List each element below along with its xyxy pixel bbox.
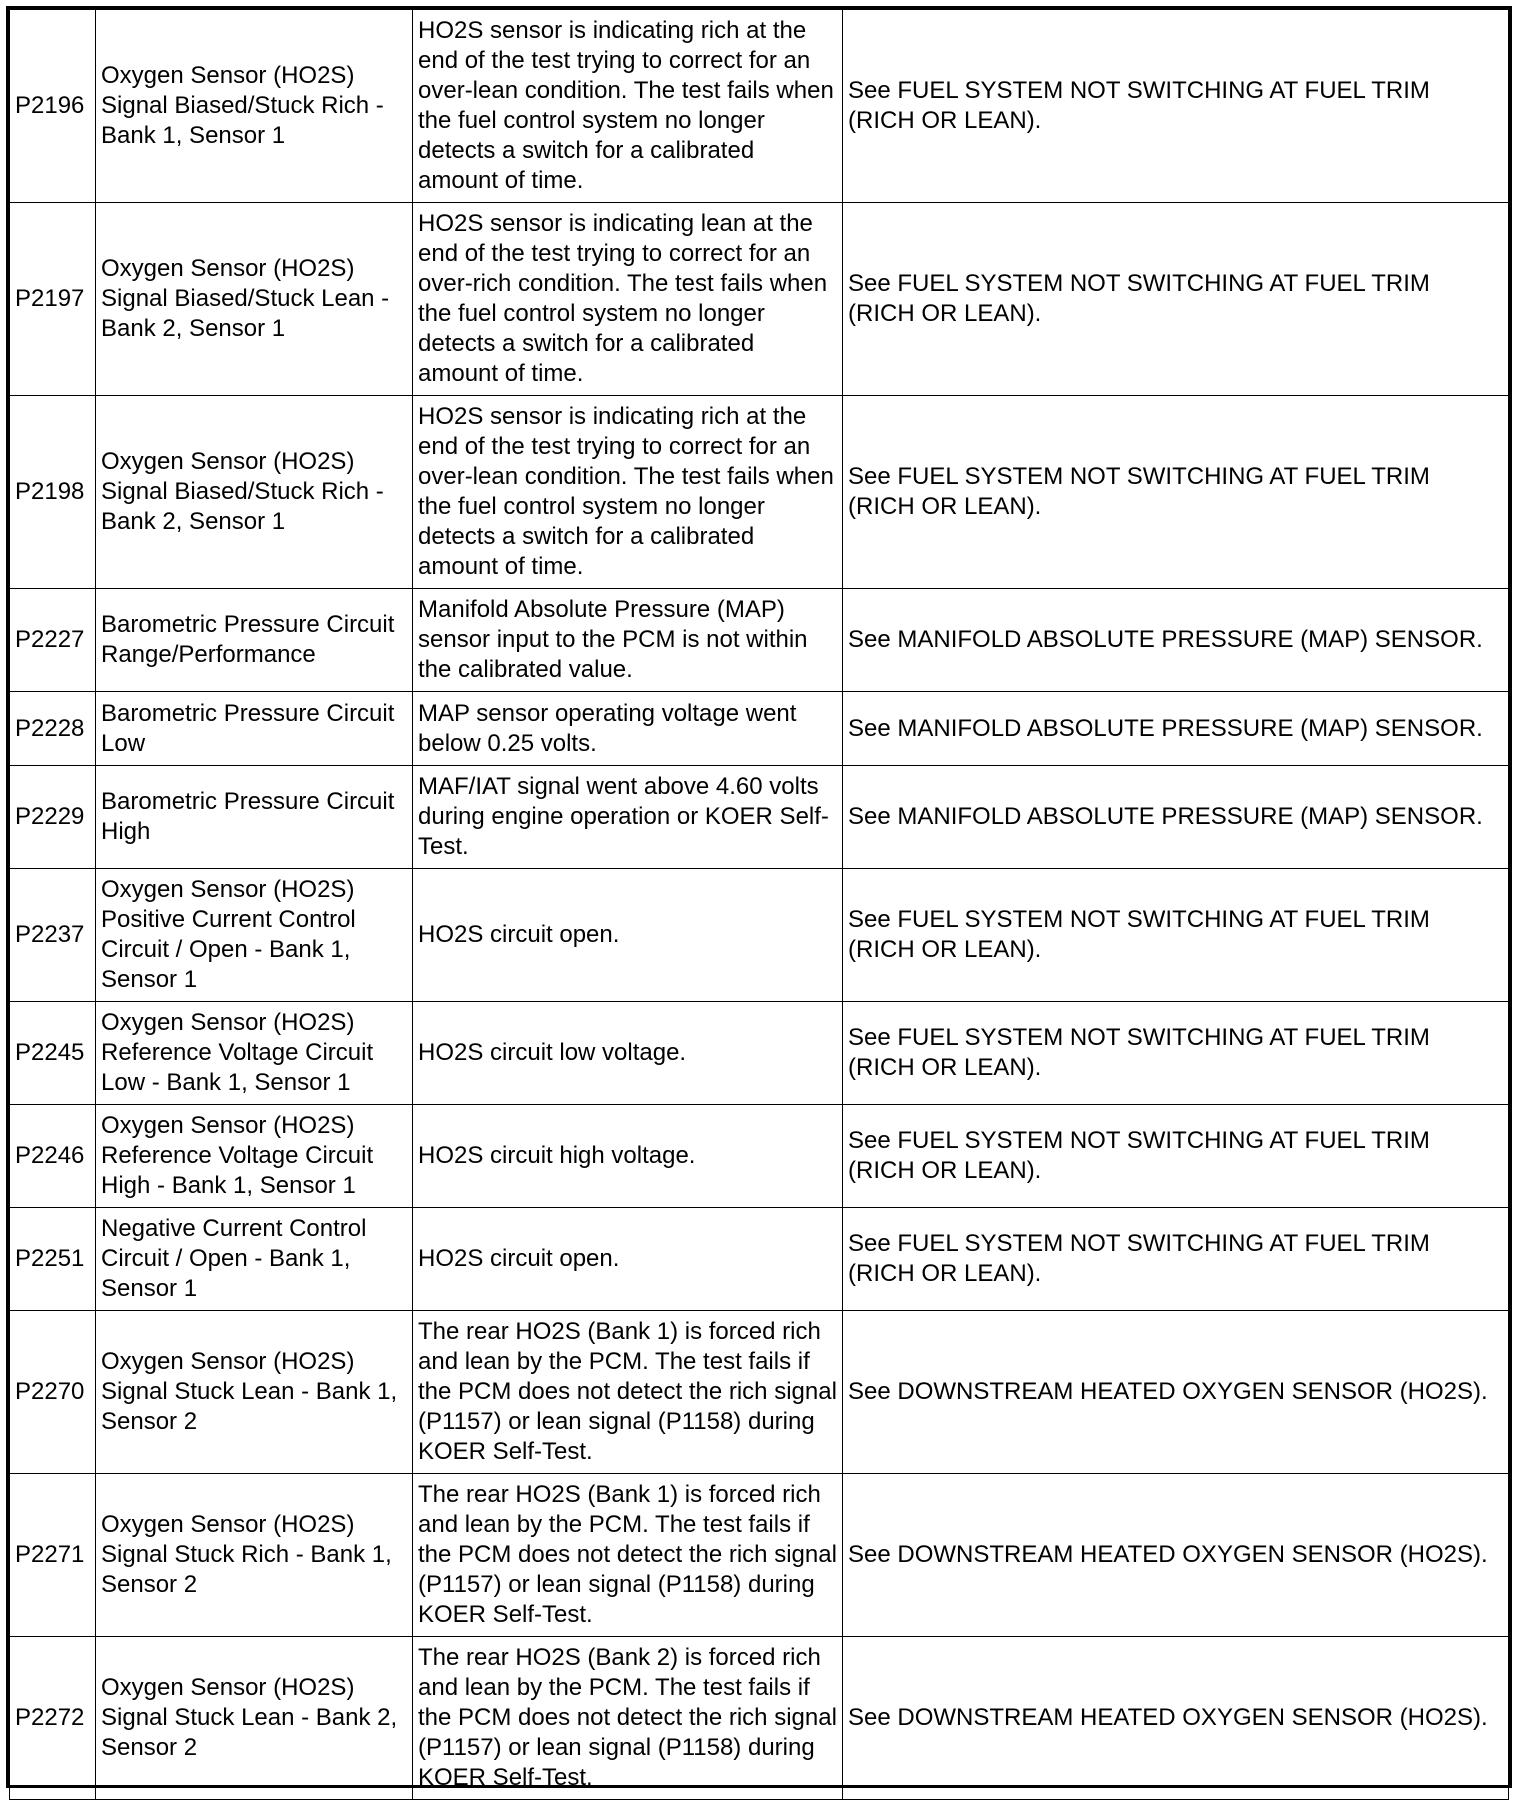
dtc-code: P2246 — [10, 1105, 96, 1208]
dtc-description: MAF/IAT signal went above 4.60 volts during engine operation or KOER Self-Test. — [413, 766, 843, 869]
dtc-description: HO2S circuit open. — [413, 869, 843, 1002]
dtc-action: See FUEL SYSTEM NOT SWITCHING AT FUEL TRIM (RICH OR LEAN). — [843, 1002, 1509, 1105]
dtc-description: HO2S sensor is indicating rich at the end of the test trying to correct for an over-lean condition. The test fails when the fuel control system no longer detects a switch for a calibrated amount of time. — [413, 10, 843, 203]
dtc-code: P2197 — [10, 203, 96, 396]
dtc-description: The rear HO2S (Bank 1) is forced rich and lean by the PCM. The test fails if the PCM does not detect the rich signal (P1157) or lean signal (P1158) during KOER Self-Test. — [413, 1474, 843, 1637]
table-row — [10, 692, 1509, 766]
table-row — [10, 869, 1509, 1002]
dtc-condition: Oxygen Sensor (HO2S) Signal Stuck Lean - Bank 1, Sensor 2 — [96, 1311, 413, 1474]
dtc-action: See MANIFOLD ABSOLUTE PRESSURE (MAP) SENSOR. — [843, 692, 1509, 766]
table-row — [10, 1105, 1509, 1208]
dtc-action: See FUEL SYSTEM NOT SWITCHING AT FUEL TRIM (RICH OR LEAN). — [843, 869, 1509, 1002]
dtc-code: P2196 — [10, 10, 96, 203]
dtc-description: HO2S circuit high voltage. — [413, 1105, 843, 1208]
dtc-action: See FUEL SYSTEM NOT SWITCHING AT FUEL TRIM (RICH OR LEAN). — [843, 203, 1509, 396]
dtc-code: P2228 — [10, 692, 96, 766]
dtc-description: HO2S sensor is indicating lean at the end of the test trying to correct for an over-rich condition. The test fails when the fuel control system no longer detects a switch for a calibrated amount of time. — [413, 203, 843, 396]
table-row — [10, 10, 1509, 203]
dtc-condition: Oxygen Sensor (HO2S) Signal Biased/Stuck Rich - Bank 2, Sensor 1 — [96, 396, 413, 589]
table-row — [10, 766, 1509, 869]
dtc-code: P2198 — [10, 396, 96, 589]
table-row — [10, 589, 1509, 692]
dtc-condition: Oxygen Sensor (HO2S) Reference Voltage Circuit High - Bank 1, Sensor 1 — [96, 1105, 413, 1208]
table-row — [10, 1474, 1509, 1637]
table-row — [10, 1637, 1509, 1800]
dtc-code: P2227 — [10, 589, 96, 692]
table-row — [10, 396, 1509, 589]
dtc-description: MAP sensor operating voltage went below 0.25 volts. — [413, 692, 843, 766]
dtc-description: The rear HO2S (Bank 2) is forced rich and lean by the PCM. The test fails if the PCM does not detect the rich signal (P1157) or lean signal (P1158) during KOER Self-Test. — [413, 1637, 843, 1800]
dtc-document — [6, 6, 1512, 1791]
dtc-code: P2245 — [10, 1002, 96, 1105]
dtc-code: P2237 — [10, 869, 96, 1002]
dtc-description: The rear HO2S (Bank 1) is forced rich and lean by the PCM. The test fails if the PCM does not detect the rich signal (P1157) or lean signal (P1158) during KOER Self-Test. — [413, 1311, 843, 1474]
dtc-description: HO2S circuit open. — [413, 1208, 843, 1311]
dtc-action: See FUEL SYSTEM NOT SWITCHING AT FUEL TRIM (RICH OR LEAN). — [843, 396, 1509, 589]
dtc-condition: Oxygen Sensor (HO2S) Signal Biased/Stuck Rich - Bank 1, Sensor 1 — [96, 10, 413, 203]
dtc-code: P2271 — [10, 1474, 96, 1637]
dtc-action: See FUEL SYSTEM NOT SWITCHING AT FUEL TRIM (RICH OR LEAN). — [843, 1208, 1509, 1311]
dtc-description: HO2S circuit low voltage. — [413, 1002, 843, 1105]
table-row — [10, 1208, 1509, 1311]
table-row — [10, 1311, 1509, 1474]
dtc-description: Manifold Absolute Pressure (MAP) sensor input to the PCM is not within the calibrated value. — [413, 589, 843, 692]
dtc-condition: Oxygen Sensor (HO2S) Signal Biased/Stuck Lean - Bank 2, Sensor 1 — [96, 203, 413, 396]
dtc-action: See DOWNSTREAM HEATED OXYGEN SENSOR (HO2S). — [843, 1311, 1509, 1474]
dtc-condition: Negative Current Control Circuit / Open - Bank 1, Sensor 1 — [96, 1208, 413, 1311]
dtc-condition: Oxygen Sensor (HO2S) Signal Stuck Rich - Bank 1, Sensor 2 — [96, 1474, 413, 1637]
dtc-table — [9, 9, 1509, 1800]
table-row — [10, 203, 1509, 396]
dtc-description: HO2S sensor is indicating rich at the end of the test trying to correct for an over-lean condition. The test fails when the fuel control system no longer detects a switch for a calibrated amount of time. — [413, 396, 843, 589]
dtc-condition: Barometric Pressure Circuit Low — [96, 692, 413, 766]
dtc-condition: Oxygen Sensor (HO2S) Positive Current Control Circuit / Open - Bank 1, Sensor 1 — [96, 869, 413, 1002]
dtc-condition: Oxygen Sensor (HO2S) Signal Stuck Lean - Bank 2, Sensor 2 — [96, 1637, 413, 1800]
dtc-action: See FUEL SYSTEM NOT SWITCHING AT FUEL TRIM (RICH OR LEAN). — [843, 10, 1509, 203]
dtc-action: See MANIFOLD ABSOLUTE PRESSURE (MAP) SENSOR. — [843, 589, 1509, 692]
dtc-code: P2229 — [10, 766, 96, 869]
dtc-action: See DOWNSTREAM HEATED OXYGEN SENSOR (HO2S). — [843, 1474, 1509, 1637]
dtc-action: See DOWNSTREAM HEATED OXYGEN SENSOR (HO2S). — [843, 1637, 1509, 1800]
table-row — [10, 1002, 1509, 1105]
dtc-condition: Oxygen Sensor (HO2S) Reference Voltage Circuit Low - Bank 1, Sensor 1 — [96, 1002, 413, 1105]
dtc-code: P2251 — [10, 1208, 96, 1311]
dtc-condition: Barometric Pressure Circuit Range/Performance — [96, 589, 413, 692]
dtc-action: See FUEL SYSTEM NOT SWITCHING AT FUEL TRIM (RICH OR LEAN). — [843, 1105, 1509, 1208]
dtc-code: P2270 — [10, 1311, 96, 1474]
dtc-condition: Barometric Pressure Circuit High — [96, 766, 413, 869]
dtc-code: P2272 — [10, 1637, 96, 1800]
dtc-action: See MANIFOLD ABSOLUTE PRESSURE (MAP) SENSOR. — [843, 766, 1509, 869]
